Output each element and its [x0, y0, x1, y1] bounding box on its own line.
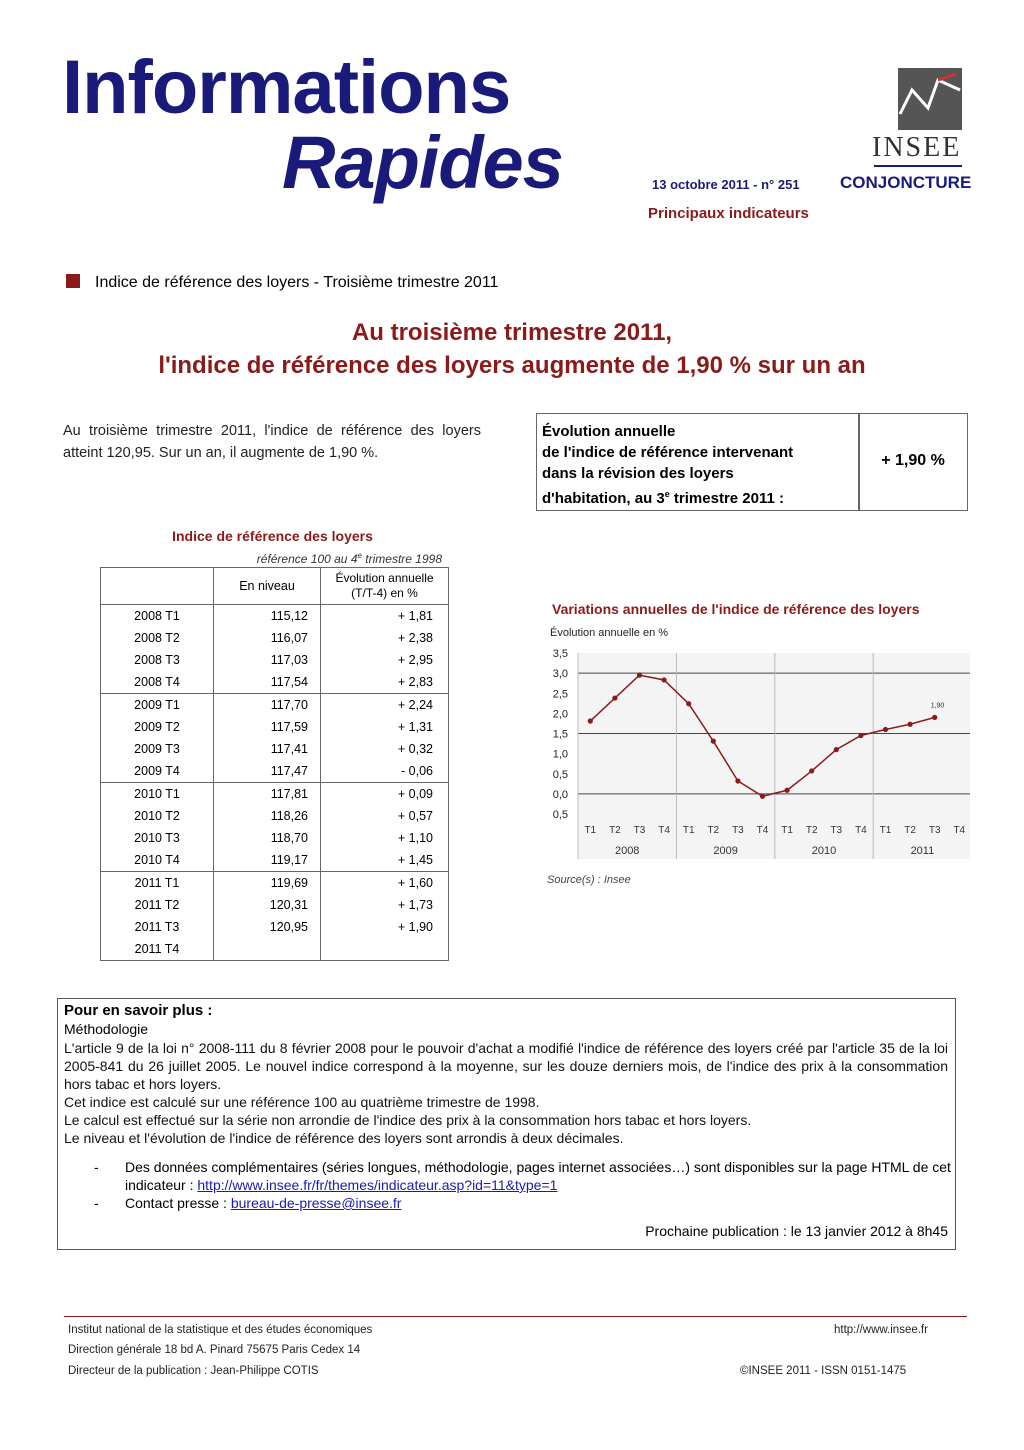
- evolution-cell: + 0,32: [321, 738, 449, 760]
- bullet-dash: -: [94, 1195, 99, 1211]
- period-cell: 2008 T1: [101, 605, 214, 628]
- level-cell: 117,47: [214, 760, 321, 783]
- level-cell: 117,59: [214, 716, 321, 738]
- table-row: [101, 738, 449, 760]
- footer-org: Institut national de la statistique et des études économiques: [68, 1324, 373, 1336]
- table-row: [101, 783, 449, 806]
- chart-year-label: 2010: [811, 845, 837, 857]
- bullet-complementary-text: Des données complémentaires (séries longues, méthodologie, pages internet associées…) sont disponibles sur la page HTML de cet indicateur :: [125, 1159, 951, 1193]
- footer-url[interactable]: http://www.insee.fr: [834, 1324, 928, 1336]
- level-cell: 115,12: [214, 605, 321, 628]
- footer-address: Direction générale 18 bd A. Pinard 75675 Paris Cedex 14: [68, 1344, 361, 1356]
- chart-year-label: 2008: [614, 845, 640, 857]
- chart-point: [760, 794, 765, 799]
- footer-divider: [64, 1316, 967, 1317]
- chart-y-tick: 0,5: [552, 768, 568, 781]
- insee-logo-icon: [898, 68, 962, 130]
- period-cell: 2009 T1: [101, 694, 214, 717]
- category-label: CONJONCTURE: [840, 173, 972, 192]
- period-cell: 2011 T3: [101, 916, 214, 938]
- table-row: [101, 671, 449, 694]
- footer-copyright: ©INSEE 2011 - ISSN 0151-1475: [740, 1365, 907, 1377]
- period-cell: 2011 T4: [101, 938, 214, 961]
- table-row: [101, 605, 449, 628]
- headline: [0, 316, 1024, 382]
- chart-x-tick: T3: [732, 825, 744, 836]
- methodology-paragraph: Le calcul est effectué sur la série non arrondie de l'indice des prix à la consommation hors tabac et hors loyers.: [64, 1112, 752, 1128]
- header-period: [101, 568, 214, 605]
- level-cell: 119,69: [214, 872, 321, 895]
- chart-x-tick: T4: [756, 825, 769, 836]
- chart-point: [612, 695, 617, 700]
- header-level: En niveau: [214, 568, 321, 605]
- period-cell: 2010 T1: [101, 783, 214, 806]
- period-cell: 2010 T4: [101, 849, 214, 872]
- period-cell: 2009 T4: [101, 760, 214, 783]
- chart-y-tick: 2,5: [552, 688, 568, 701]
- chart-x-tick: T1: [781, 825, 793, 836]
- chart-point: [785, 788, 790, 793]
- more-info-title: Pour en savoir plus :: [64, 1002, 213, 1019]
- level-cell: 120,31: [214, 894, 321, 916]
- subcategory-label: Principaux indicateurs: [648, 205, 809, 222]
- chart-point: [883, 727, 888, 732]
- evolution-cell: + 1,60: [321, 872, 449, 895]
- press-contact-text: Contact presse :: [125, 1195, 231, 1211]
- methodology-paragraph: Le niveau et l'évolution de l'indice de référence des loyers sont arrondis à deux décimales.: [64, 1130, 624, 1146]
- chart-x-tick: T1: [682, 825, 695, 836]
- level-cell: 117,41: [214, 738, 321, 760]
- chart-y-tick: 0,0: [552, 788, 568, 801]
- chart-point: [662, 677, 667, 682]
- table-row: [101, 716, 449, 738]
- chart-x-tick: T3: [633, 825, 646, 836]
- level-cell: [214, 938, 321, 961]
- title-informations: Informations: [62, 45, 511, 130]
- evolution-cell: - 0,06: [321, 760, 449, 783]
- table-row: [101, 649, 449, 671]
- line-chart: [540, 640, 970, 865]
- period-cell: 2008 T2: [101, 627, 214, 649]
- period-cell: 2009 T2: [101, 716, 214, 738]
- chart-x-tick: T1: [879, 825, 892, 836]
- level-cell: 118,26: [214, 805, 321, 827]
- chart-source: Source(s) : Insee: [547, 874, 631, 886]
- period-cell: 2011 T1: [101, 872, 214, 895]
- chart-x-tick: T3: [928, 825, 941, 836]
- chart-point: [735, 778, 740, 783]
- chart-year-label: 2011: [910, 845, 935, 857]
- period-cell: 2009 T3: [101, 738, 214, 760]
- press-email-link[interactable]: bureau-de-presse@insee.fr: [230, 1195, 402, 1211]
- section-bullet-icon: [66, 274, 80, 288]
- footer-director: Directeur de la publication : Jean-Philippe COTIS: [68, 1365, 319, 1377]
- table-row: [101, 827, 449, 849]
- chart-point: [908, 722, 913, 727]
- chart-ylabel: Évolution annuelle en %: [550, 627, 669, 639]
- table-row: [101, 627, 449, 649]
- table-row: [101, 760, 449, 783]
- table-row: [101, 872, 449, 895]
- chart-x-tick: T4: [855, 825, 867, 836]
- chart-y-tick: 3,0: [552, 668, 568, 681]
- chart-data-label: 1,90: [930, 702, 945, 710]
- period-cell: 2008 T3: [101, 649, 214, 671]
- level-cell: 120,95: [214, 916, 321, 938]
- evolution-cell: + 2,83: [321, 671, 449, 694]
- chart-point: [858, 733, 863, 738]
- level-cell: 118,70: [214, 827, 321, 849]
- chart-y-tick: 2,0: [552, 708, 568, 721]
- methodology-paragraph: Cet indice est calculé sur une référence 100 au quatrième trimestre de 1998.: [64, 1094, 540, 1110]
- headline-line2: l'indice de référence des loyers augmente de 1,90 % sur un an: [158, 352, 866, 379]
- chart-x-tick: T2: [805, 825, 818, 836]
- chart-point: [809, 768, 814, 773]
- chart-point: [834, 747, 839, 752]
- chart-x-tick: T2: [707, 825, 720, 836]
- evolution-value: + 1,90 %: [881, 452, 945, 469]
- level-cell: 119,17: [214, 849, 321, 872]
- chart-point: [637, 673, 642, 678]
- chart-x-tick: T4: [953, 825, 966, 836]
- intro-text: Au troisième trimestre 2011, l'indice de référence des loyers atteint 120,95. Sur un an, il augmente de 1,90 %.: [63, 423, 481, 461]
- level-cell: 117,81: [214, 783, 321, 806]
- level-cell: 116,07: [214, 627, 321, 649]
- methodology-paragraph: L'article 9 de la loi n° 2008-111 du 8 février 2008 pour le pouvoir d'achat a modifié l'indice de référence des loyers créé par l'article 35 de la loi 2005-841 du 26 juillet 2005. Le nouvel indice correspond à la moyenne, sur les douze derniers mois, de l'indice des prix à la consommation hors tabac et hors loyers.: [64, 1040, 948, 1092]
- table-row: [101, 849, 449, 872]
- level-cell: 117,70: [214, 694, 321, 717]
- issue-date-number: 13 octobre 2011 - n° 251: [652, 177, 800, 192]
- evolution-cell: [321, 938, 449, 961]
- index-table: [100, 567, 449, 961]
- evolution-cell: + 1,73: [321, 894, 449, 916]
- table-row: [101, 894, 449, 916]
- section-title: Indice de référence des loyers - Troisième trimestre 2011: [95, 274, 499, 291]
- chart-x-tick: T3: [830, 825, 843, 836]
- table-row: [101, 805, 449, 827]
- period-cell: 2010 T2: [101, 805, 214, 827]
- headline-line1: Au troisième trimestre 2011,: [351, 319, 673, 346]
- evolution-cell: + 0,57: [321, 805, 449, 827]
- period-cell: 2008 T4: [101, 671, 214, 694]
- chart-year-label: 2009: [713, 845, 738, 857]
- chart-x-tick: T2: [609, 825, 621, 836]
- evolution-cell: + 2,38: [321, 627, 449, 649]
- next-publication: Prochaine publication : le 13 janvier 2012 à 8h45: [645, 1223, 948, 1239]
- evolution-label: Évolution annuelle de l'indice de référence intervenant dans la révision des loyers d'habitation, au 3e trimestre 2011 :: [542, 423, 794, 507]
- title-rapides: Rapides: [282, 121, 563, 204]
- chart-x-tick: T2: [904, 825, 916, 836]
- chart-point: [588, 718, 593, 723]
- table-subtitle: référence 100 au 4e trimestre 1998: [256, 551, 442, 566]
- table-row: [101, 916, 449, 938]
- indicator-page-link[interactable]: http://www.insee.fr/fr/themes/indicateur.asp?id=11&type=1: [197, 1177, 558, 1193]
- chart-x-tick: T4: [658, 825, 670, 836]
- chart-y-tick: 1,5: [552, 728, 568, 741]
- evolution-cell: + 1,90: [321, 916, 449, 938]
- level-cell: 117,03: [214, 649, 321, 671]
- table-body: [101, 605, 449, 961]
- evolution-cell: + 0,09: [321, 783, 449, 806]
- evolution-cell: + 1,45: [321, 849, 449, 872]
- chart-point: [932, 715, 937, 720]
- chart-y-tick: 0,5: [552, 809, 568, 821]
- insee-logo-text: INSEE: [872, 132, 962, 163]
- table-title: Indice de référence des loyers: [172, 528, 373, 544]
- methodology-body: [64, 1039, 948, 1147]
- chart-x-tick: T1: [584, 825, 597, 836]
- evolution-cell: + 2,95: [321, 649, 449, 671]
- chart-title: Variations annuelles de l'indice de référence des loyers: [552, 601, 920, 617]
- evolution-cell: + 1,81: [321, 605, 449, 628]
- period-cell: 2011 T2: [101, 894, 214, 916]
- chart-y-tick: 3,5: [552, 648, 568, 660]
- period-cell: 2010 T3: [101, 827, 214, 849]
- table-row: [101, 938, 449, 961]
- chart-point: [686, 701, 691, 706]
- level-cell: 117,54: [214, 671, 321, 694]
- bullet-dash: -: [94, 1159, 99, 1175]
- header-evolution: Évolution annuelle (T/T-4) en %: [321, 568, 449, 605]
- evolution-cell: + 1,10: [321, 827, 449, 849]
- methodology-heading: Méthodologie: [64, 1021, 149, 1037]
- chart-point: [711, 739, 716, 744]
- table-row: [101, 694, 449, 717]
- evolution-cell: + 1,31: [321, 716, 449, 738]
- evolution-cell: + 2,24: [321, 694, 449, 717]
- chart-y-tick: 1,0: [552, 748, 568, 761]
- logo-divider: [874, 165, 962, 167]
